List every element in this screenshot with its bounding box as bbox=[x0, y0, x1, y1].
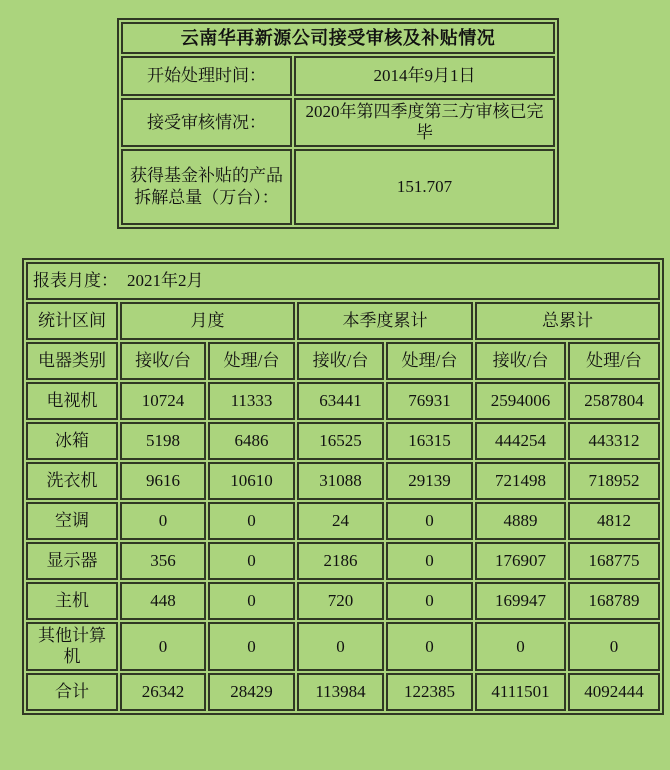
cell-value: 24 bbox=[297, 502, 384, 540]
table-row bbox=[26, 622, 660, 671]
cell-value: 0 bbox=[208, 502, 295, 540]
cell-value: 0 bbox=[386, 622, 473, 671]
cell-value: 0 bbox=[568, 622, 660, 671]
table-row bbox=[26, 422, 660, 460]
cell-value: 0 bbox=[386, 582, 473, 620]
column-header: 处理/台 bbox=[568, 342, 660, 380]
table-row bbox=[121, 56, 555, 96]
cell-value: 10610 bbox=[208, 462, 295, 500]
row-label: 合计 bbox=[26, 673, 118, 711]
cell-value: 6486 bbox=[208, 422, 295, 460]
row-label: 开始处理时间： bbox=[121, 56, 292, 96]
cell-value: 122385 bbox=[386, 673, 473, 711]
summary-table bbox=[117, 18, 559, 229]
report-month-value: 2021年2月 bbox=[127, 271, 204, 291]
period-header-row bbox=[26, 302, 660, 340]
period-header-total: 总累计 bbox=[475, 302, 660, 340]
row-label: 接受审核情况： bbox=[121, 98, 292, 147]
summary-title: 云南华再新源公司接受审核及补贴情况 bbox=[121, 22, 555, 54]
dismantle-total-value: 151.707 bbox=[294, 149, 555, 225]
column-header: 接收/台 bbox=[120, 342, 206, 380]
report-table bbox=[22, 258, 664, 715]
cell-value: 5198 bbox=[120, 422, 206, 460]
cell-value: 0 bbox=[475, 622, 566, 671]
cell-value: 0 bbox=[297, 622, 384, 671]
row-label: 获得基金补贴的产品拆解总量（万台）： bbox=[121, 149, 292, 225]
cell-value: 2594006 bbox=[475, 382, 566, 420]
cell-value: 4111501 bbox=[475, 673, 566, 711]
table-row bbox=[121, 149, 555, 225]
cell-value: 448 bbox=[120, 582, 206, 620]
cell-value: 721498 bbox=[475, 462, 566, 500]
column-header: 接收/台 bbox=[475, 342, 566, 380]
cell-value: 444254 bbox=[475, 422, 566, 460]
row-label: 洗衣机 bbox=[26, 462, 118, 500]
cell-value: 29139 bbox=[386, 462, 473, 500]
start-date-value: 2014年9月1日 bbox=[294, 56, 555, 96]
cell-value: 2587804 bbox=[568, 382, 660, 420]
cell-value: 169947 bbox=[475, 582, 566, 620]
report-month-row bbox=[26, 262, 660, 300]
category-header-row bbox=[26, 342, 660, 380]
cell-value: 4889 bbox=[475, 502, 566, 540]
cell-value: 176907 bbox=[475, 542, 566, 580]
cell-value: 76931 bbox=[386, 382, 473, 420]
table-row bbox=[26, 462, 660, 500]
cell-value: 720 bbox=[297, 582, 384, 620]
cell-value: 9616 bbox=[120, 462, 206, 500]
cell-value: 0 bbox=[208, 622, 295, 671]
table-row bbox=[26, 502, 660, 540]
row-label: 电视机 bbox=[26, 382, 118, 420]
category-header-corner: 电器类别 bbox=[26, 342, 118, 380]
cell-value: 0 bbox=[386, 502, 473, 540]
row-label: 显示器 bbox=[26, 542, 118, 580]
cell-value: 356 bbox=[120, 542, 206, 580]
row-label: 其他计算机 bbox=[26, 622, 118, 671]
cell-value: 4812 bbox=[568, 502, 660, 540]
cell-value: 718952 bbox=[568, 462, 660, 500]
row-label: 冰箱 bbox=[26, 422, 118, 460]
cell-value: 168775 bbox=[568, 542, 660, 580]
report-month-cell bbox=[26, 262, 660, 300]
cell-value: 0 bbox=[120, 622, 206, 671]
cell-value: 63441 bbox=[297, 382, 384, 420]
column-header: 处理/台 bbox=[208, 342, 295, 380]
cell-value: 2186 bbox=[297, 542, 384, 580]
cell-value: 4092444 bbox=[568, 673, 660, 711]
cell-value: 0 bbox=[120, 502, 206, 540]
table-row-total bbox=[26, 673, 660, 711]
table-row bbox=[26, 382, 660, 420]
cell-value: 11333 bbox=[208, 382, 295, 420]
table-row bbox=[121, 98, 555, 147]
cell-value: 0 bbox=[208, 582, 295, 620]
row-label: 主机 bbox=[26, 582, 118, 620]
cell-value: 113984 bbox=[297, 673, 384, 711]
cell-value: 10724 bbox=[120, 382, 206, 420]
column-header: 接收/台 bbox=[297, 342, 384, 380]
period-header-corner: 统计区间 bbox=[26, 302, 118, 340]
audit-status-value: 2020年第四季度第三方审核已完毕 bbox=[294, 98, 555, 147]
cell-value: 31088 bbox=[297, 462, 384, 500]
report-month-label: 报表月度： bbox=[33, 271, 118, 291]
cell-value: 0 bbox=[386, 542, 473, 580]
cell-value: 0 bbox=[208, 542, 295, 580]
row-label: 空调 bbox=[26, 502, 118, 540]
cell-value: 26342 bbox=[120, 673, 206, 711]
cell-value: 168789 bbox=[568, 582, 660, 620]
period-header-month: 月度 bbox=[120, 302, 295, 340]
table-row bbox=[26, 542, 660, 580]
table-row bbox=[26, 582, 660, 620]
cell-value: 16315 bbox=[386, 422, 473, 460]
cell-value: 16525 bbox=[297, 422, 384, 460]
summary-title-row bbox=[121, 22, 555, 54]
cell-value: 443312 bbox=[568, 422, 660, 460]
column-header: 处理/台 bbox=[386, 342, 473, 380]
cell-value: 28429 bbox=[208, 673, 295, 711]
period-header-quarter: 本季度累计 bbox=[297, 302, 473, 340]
